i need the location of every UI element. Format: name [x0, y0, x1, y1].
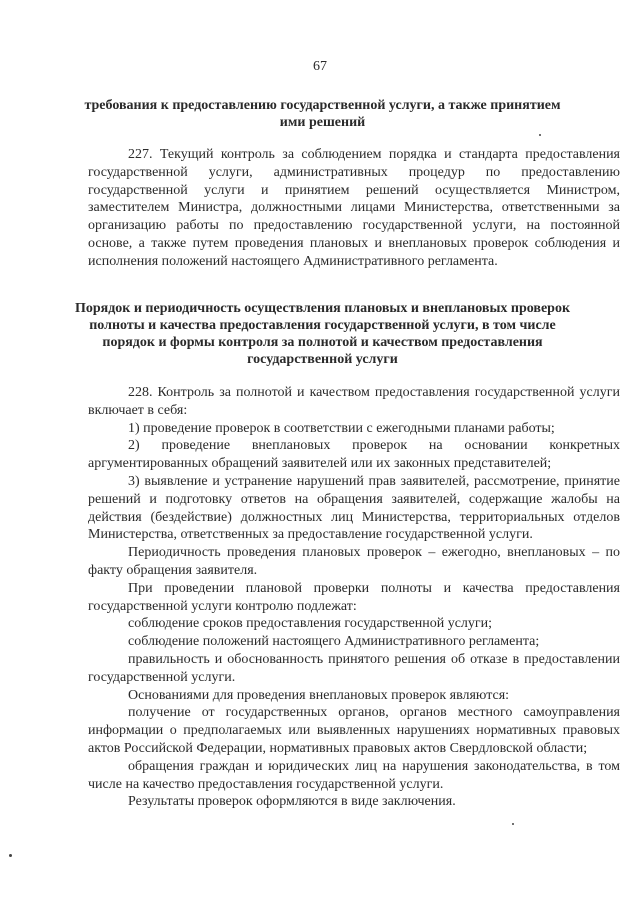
paragraph-state-bodies: получение от государственных органов, органов местного самоуправления информации о предполагаемых или выявленных нарушениях нормативных правовых актов Российской Федерации, нормативных правовых актов Свердловской области;	[88, 705, 620, 756]
paragraph-grounds: Основаниями для проведения внеплановых проверок являются:	[128, 687, 510, 703]
paragraph-periodicity: Периодичность проведения плановых проверок – ежегодно, внеплановых – по факту обращения заявителя.	[88, 545, 620, 578]
section-body-current-control	[88, 146, 620, 271]
section-heading-control-requirements: требования к предоставлению государственной услуги, а также принятием ими решений	[84, 98, 561, 130]
paragraph-citizen-appeals: обращения граждан и юридических лиц на нарушения законодательства, в том числе на качество предоставления государственной услуги.	[88, 758, 620, 792]
list-item-1: 1) проведение проверок в соответствии с ежегодными планами работы;	[128, 420, 555, 436]
section-body-inspections	[88, 384, 620, 811]
section-heading-inspections: Порядок и периодичность осуществления плановых и внеплановых проверок полноты и качества предоставления государственной услуги, в том числе порядок и формы контроля за полнотой и качеством предоставления государственной услуги	[74, 301, 571, 367]
paragraph-deadlines: соблюдение сроков предоставления государственной услуги;	[128, 616, 493, 632]
paragraph-refusal-validity: правильность и обоснованность принятого решения об отказе в предоставлении государственной услуги.	[88, 651, 620, 685]
paragraph-228: 228. Контроль за полнотой и качеством предоставления государственной услуги включает в себя:	[88, 385, 620, 418]
scan-speck	[9, 854, 12, 857]
list-item-3: 3) выявление и устранение нарушений прав заявителей, рассмотрение, принятие решений и подготовку ответов на обращения заявителей, содержащие жалобы на действия (бездействие) должностных лиц Министерства, территориальных отделов Министерства, ответственных за предоставление государственной услуги.	[88, 473, 620, 543]
paragraph-results: Результаты проверок оформляются в виде заключения.	[128, 794, 456, 810]
paragraph-227: 227. Текущий контроль за соблюдением порядка и стандарта предоставления государственной услуги, административных процедур по предоставлению государственной услуги и принятием решений осуществляется Министром, заместителем Министра, должностными лицами Министерства, ответственными за организацию работы по предоставлению государственной услуги, на постоянной основе, а также путем проведения плановых и внеплановых проверок соблюдения и исполнения положений настоящего Административного регламента.	[88, 147, 620, 269]
scan-speck	[539, 134, 541, 136]
list-item-2: 2) проведение внеплановых проверок на основании конкретных аргументированных обращений заявителей или их законных представителей;	[88, 438, 620, 472]
paragraph-planned-check: При проведении плановой проверки полноты и качества предоставления государственной услуги контролю подлежат:	[88, 580, 620, 614]
paragraph-compliance: соблюдение положений настоящего Административного регламента;	[128, 634, 540, 650]
scan-speck	[512, 823, 514, 825]
page-number: 67	[313, 59, 327, 74]
